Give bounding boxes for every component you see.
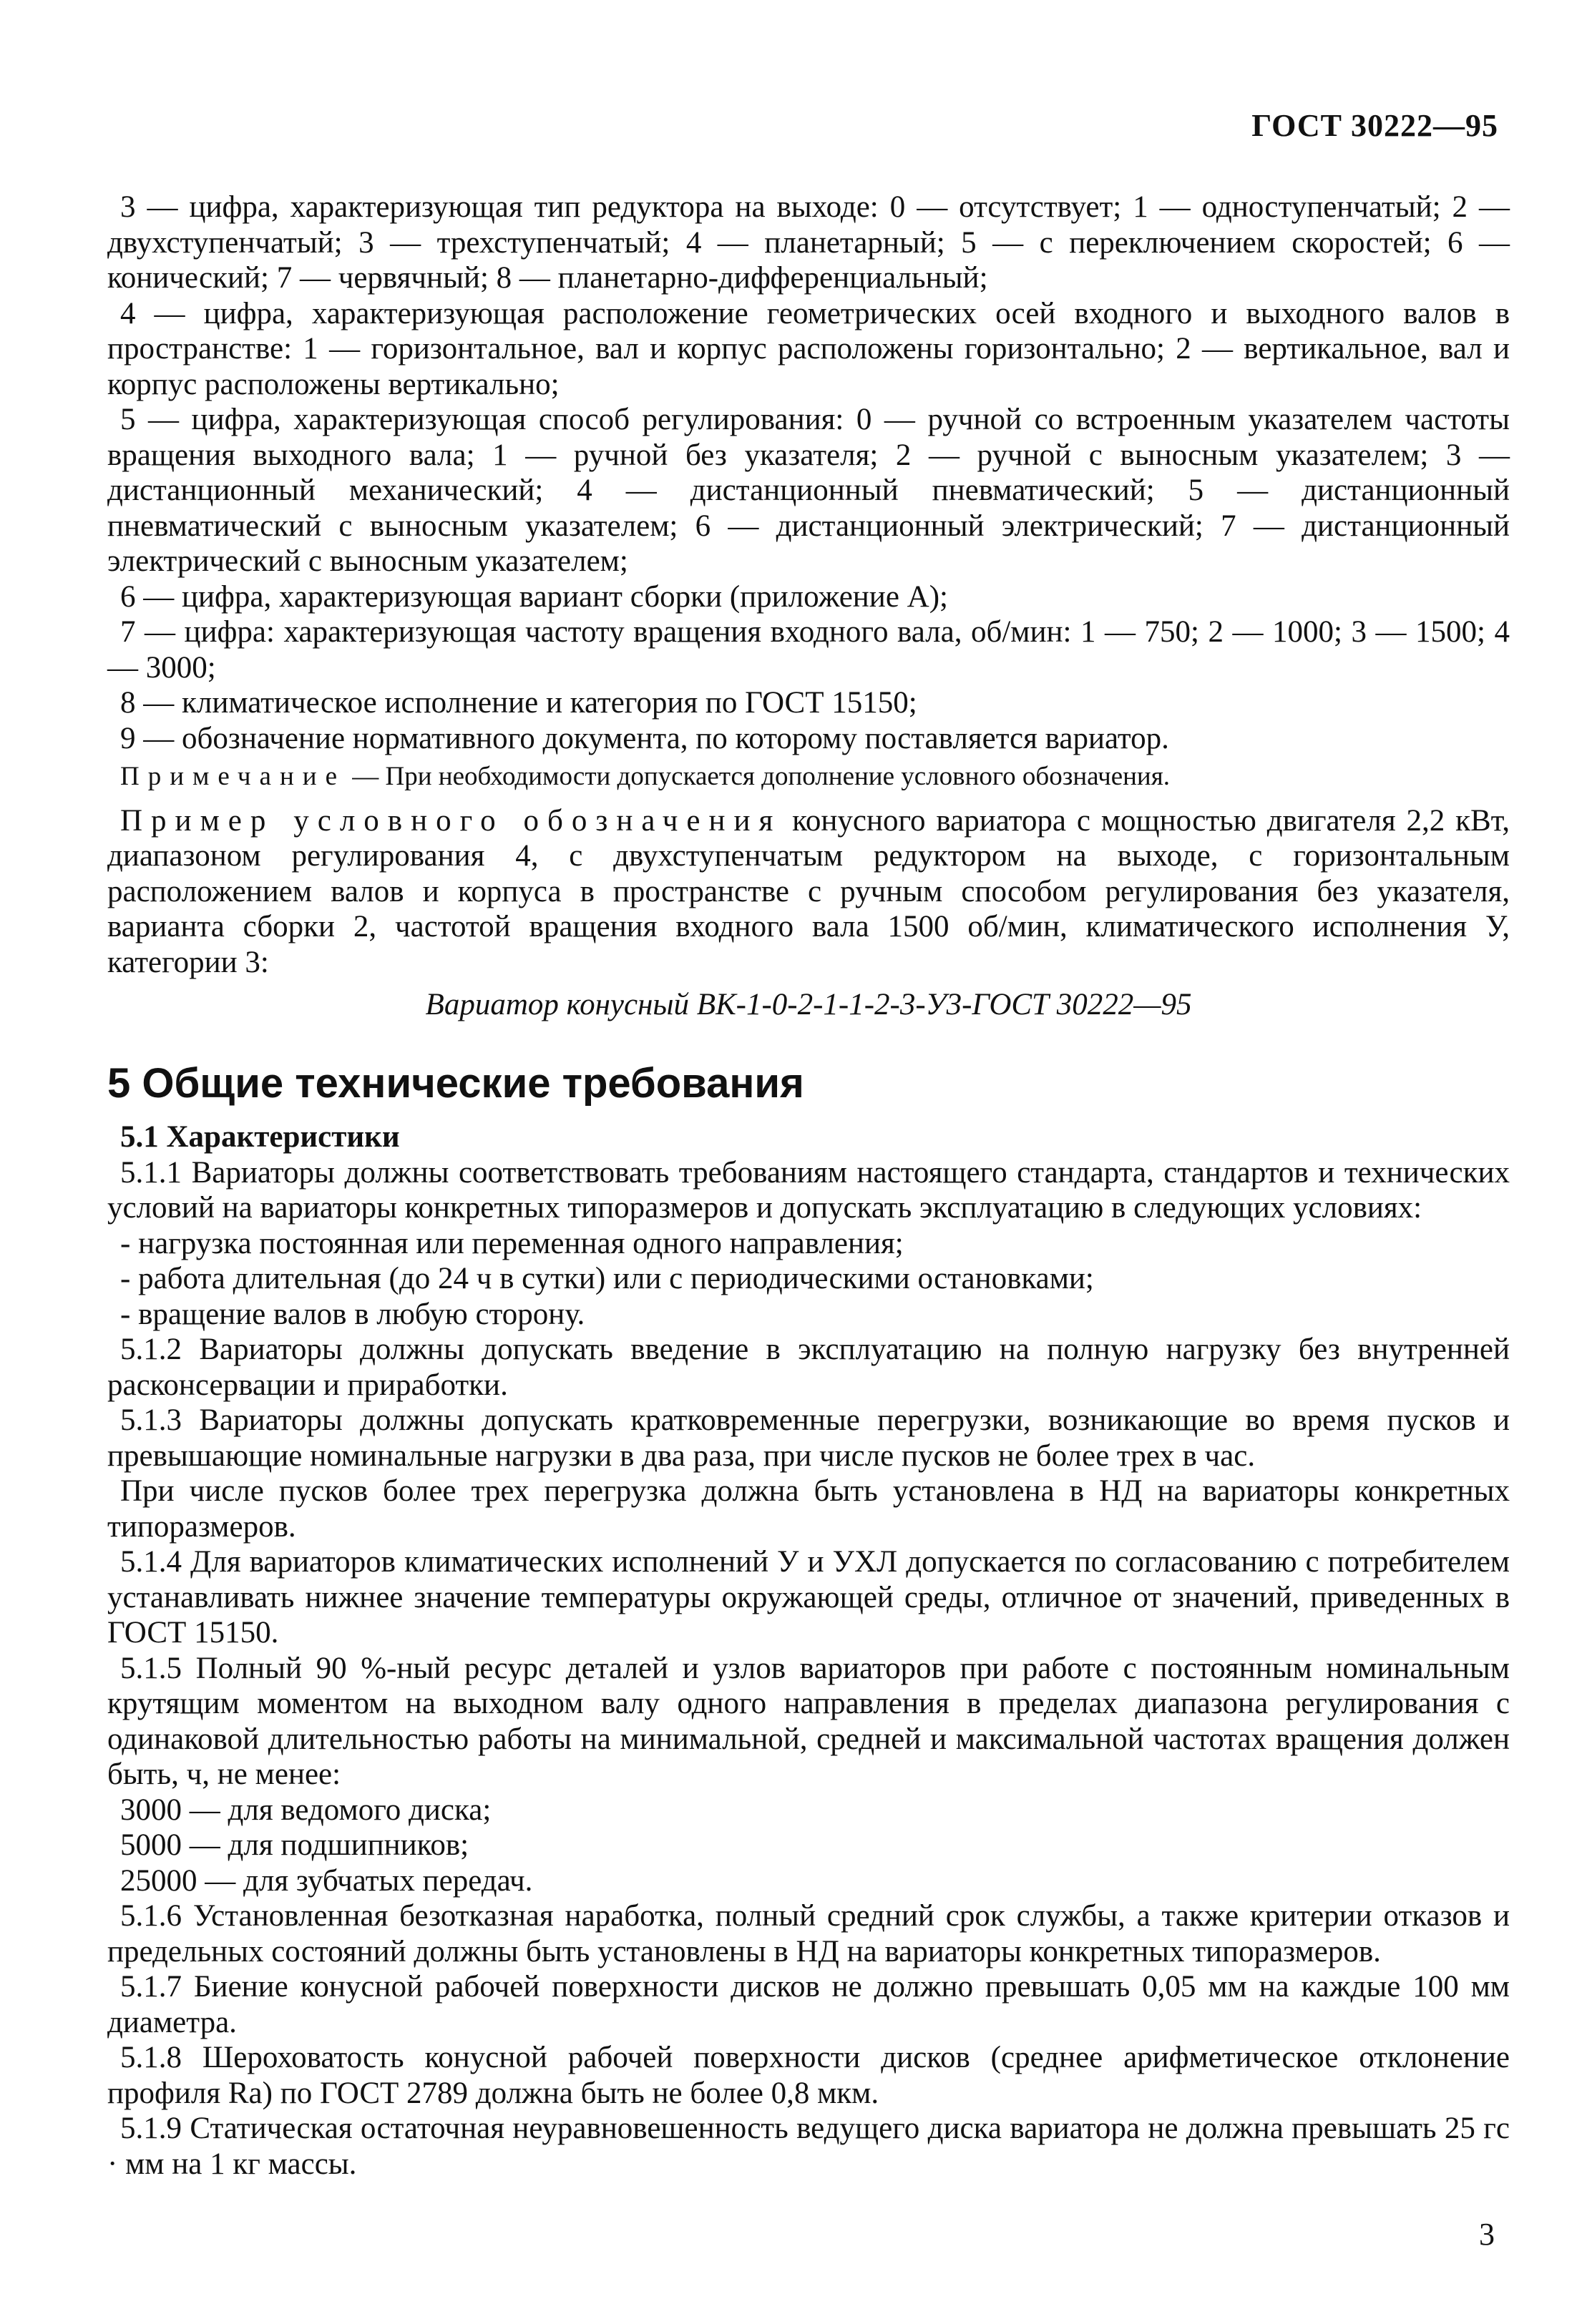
list-item: 5 — цифра, характеризующая способ регулирования: 0 — ручной со встроенным указателем частоты вращения выходного вала; 1 — ручной без указателя; 2 — ручной с выносным указателем; 3 — дистанционный механический; 4 — дистанционный пневматический; 5 — дистанционный пневматический с выносным указателем; 6 — дистанционный электрический; 7 — дистанционный электрический с выносным указателем; xyxy=(107,403,1510,578)
clause-5-1-3-extra: При числе пусков более трех перегрузка должна быть установлена в НД на вариаторы конкретных типоразмеров. xyxy=(107,1474,1510,1544)
example-designation: Вариатор конусный ВК-1-0-2-1-1-2-3-У3-ГОСТ 30222—95 xyxy=(425,988,1192,1021)
list-item: 3 — цифра, характеризующая тип редуктора на выходе: 0 — отсутствует; 1 — одноступенчатый; 2 — двухступенчатый; 3 — трехступенчатый; 4 — планетарный; 5 — с переключением скоростей; 6 — конический; 7 — червячный; 8 — планетарно-дифференциальный; xyxy=(107,190,1510,295)
list-item: - вращение валов в любую сторону. xyxy=(120,1297,585,1331)
example-label: Пример условного обозначения xyxy=(120,803,782,838)
clause-5-1-1: 5.1.1 Вариаторы должны соответствовать требованиям настоящего стандарта, стандартов и технических условий на вариаторы конкретных типоразмеров и допускать эксплуатацию в следующих условиях: xyxy=(107,1155,1510,1225)
list-item: 3000 — для ведомого диска; xyxy=(120,1793,492,1827)
list-item: 7 — цифра: характеризующая частоту вращения входного вала, об/мин: 1 — 750; 2 — 1000; 3 — 1500; 4 — 3000; xyxy=(107,615,1510,685)
clause-5-1-3: 5.1.3 Вариаторы должны допускать кратковременные перегрузки, возникающие во время пусков и превышающие номинальные нагрузки в два раза, при числе пусков не более трех в час. xyxy=(107,1403,1510,1473)
subsection-title: 5.1 Характеристики xyxy=(120,1120,400,1154)
list-item: - работа длительная (до 24 ч в сутки) или с периодическими остановками; xyxy=(120,1262,1094,1295)
note-text: — При необходимости допускается дополнение условного обозначения. xyxy=(346,762,1171,791)
note-label: Примечание xyxy=(120,762,346,791)
clause-5-1-4: 5.1.4 Для вариаторов климатических исполнений У и УХЛ допускается по согласованию с потребителем устанавливать нижнее значение температуры окружающей среды, отличное от значений, приведенных в ГОСТ 15150. xyxy=(107,1545,1510,1649)
list-item: 8 — климатическое исполнение и категория по ГОСТ 15150; xyxy=(120,686,917,720)
clause-5-1-9: 5.1.9 Статическая остаточная неуравновешенность ведущего диска вариатора не должна превышать 25 гс · мм на 1 кг массы. xyxy=(107,2112,1510,2181)
example-text: конусного вариатора с мощностью двигателя 2,2 кВт, диапазоном регулирования 4, с двухступенчатым редуктором на выходе, с горизонтальным расположением валов и корпуса в пространстве с ручным способом регулирования без указателя, варианта сборки 2, частотой вращения входного вала 1500 об/мин, климатического исполнения У, категории 3: xyxy=(107,803,1510,979)
section-title: 5 Общие технические требования xyxy=(107,1059,804,1107)
clause-5-1-7: 5.1.7 Биение конусной рабочей поверхности дисков не должно превышать 0,05 мм на каждые 100 мм диаметра. xyxy=(107,1970,1510,2039)
list-item: 6 — цифра, характеризующая вариант сборки (приложение А); xyxy=(120,579,948,614)
example-paragraph xyxy=(107,803,1510,981)
clause-5-1-6: 5.1.6 Установленная безотказная наработка, полный средний срок службы, а также критерии отказов и предельных состояний должны быть установлены в НД на вариаторы конкретных типоразмеров. xyxy=(107,1899,1510,1968)
page-number: 3 xyxy=(1479,2217,1495,2252)
list-item: - нагрузка постоянная или переменная одного направления; xyxy=(120,1226,904,1260)
list-item: 4 — цифра, характеризующая расположение геометрических осей входного и выходного валов в пространстве: 1 — горизонтальное, вал и корпус расположены горизонтально; 2 — вертикальное, вал и корпус расположены вертикально; xyxy=(107,296,1510,401)
clause-5-1-5: 5.1.5 Полный 90 %-ный ресурс деталей и узлов вариаторов при работе с постоянным номинальным крутящим моментом на выходном валу одного направления в пределах диапазона регулирования с одинаковой длительностью работы на минимальной, средней и максимальной частотах вращения должен быть, ч, не менее: xyxy=(107,1651,1510,1791)
page-content xyxy=(107,190,1510,2182)
clause-5-1-8: 5.1.8 Шероховатость конусной рабочей поверхности дисков (среднее арифметическое отклонение профиля Ra) по ГОСТ 2789 должна быть не более 0,8 мкм. xyxy=(107,2041,1510,2110)
clause-5-1-2: 5.1.2 Вариаторы должны допускать введение в эксплуатацию на полную нагрузку без внутренней расконсервации и приработки. xyxy=(107,1333,1510,1402)
note xyxy=(120,759,1510,795)
document-header: ГОСТ 30222—95 xyxy=(1251,108,1498,143)
list-item: 9 — обозначение нормативного документа, по которому поставляется вариатор. xyxy=(120,721,1169,755)
list-item: 25000 — для зубчатых передач. xyxy=(120,1863,533,1898)
list-item: 5000 — для подшипников; xyxy=(120,1828,469,1862)
